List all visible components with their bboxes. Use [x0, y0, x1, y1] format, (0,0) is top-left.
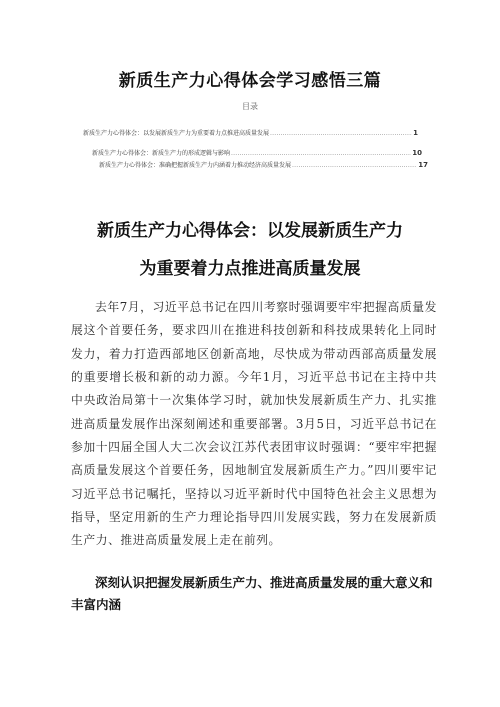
toc-entry[interactable] [83, 128, 418, 137]
toc-entry-page: 1 [413, 129, 418, 137]
toc-entry-text: 新质生产力心得体会：新质生产力的形成逻辑与影响 [92, 150, 231, 157]
toc-entry[interactable] [99, 160, 428, 169]
toc-entry[interactable] [92, 148, 422, 157]
toc-entry-page: 17 [418, 161, 428, 169]
section-title-line-1: 新质生产力心得体会：以发展新质生产力 [97, 221, 403, 241]
toc-entry-page: 10 [412, 149, 422, 157]
toc-entry-text: 新质生产力心得体会：准确把握新质生产力内涵着力推动经济高质量发展 [99, 162, 292, 169]
document-title: 新质生产力心得体会学习感悟三篇 [118, 71, 382, 91]
body-paragraph: 去年7月，习近平总书记在四川考察时强调要牢牢把握高质量发展这个首要任务，要求四川在推进科技创新和科技成果转化上同时发力，着力打造西部地区创新高地，尽快成为带动西部高质量发展的重要增长极和新的动力源。今年1月，习近平总书记在主持中共中央政治局第十一次集体学习时，就加快发展新质生产力、扎实推进高质量发展作出深刻阐述和重要部署。3月5日，习近平总书记在参加十四届全国人大二次会议江苏代表团审议时强调：“要牢牢把握高质量发展这个首要任务，因地制宜发展新质生产力。”四川要牢记习近平总书记嘱托，坚持以习近平新时代中国特色社会主义思想为指导，坚定用新的生产力理论指导四川发展实践，努力在发展新质生产力、推进高质量发展上走在前列。 [71, 300, 437, 548]
toc-leader-dots [292, 162, 417, 169]
toc-entry-text: 新质生产力心得体会：以发展新质生产力为重要着力点推进高质量发展 [83, 130, 270, 137]
section-title-line-2: 为重要着力点推进高质量发展 [139, 259, 361, 279]
toc-leader-dots [231, 150, 411, 157]
toc-leader-dots [270, 130, 412, 137]
toc-heading: 目录 [242, 102, 258, 111]
section-subheading: 深刻认识把握发展新质生产力、推进高质量发展的重大意义和丰富内涵 [71, 575, 433, 612]
